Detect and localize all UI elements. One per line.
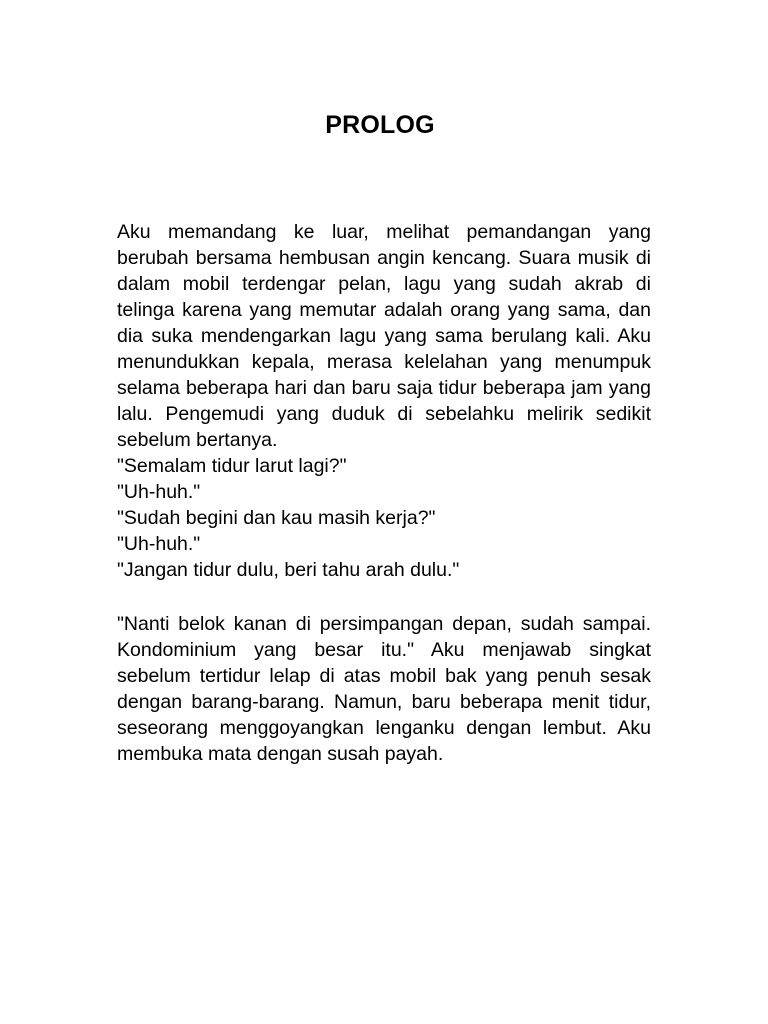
- dialog-line-5: "Jangan tidur dulu, beri tahu arah dulu.": [117, 559, 460, 581]
- page-title: PROLOG: [325, 111, 435, 139]
- paragraph-opening: Aku memandang ke luar, melihat pemandangan yang berubah bersama hembusan angin kencang. Suara musik di dalam mobil terdengar pelan, lagu yang sudah akrab di telinga karena yang memutar adalah orang yang sama, dan dia suka mendengarkan lagu yang sama berulang kali. Aku menundukkan kepala, merasa kelelahan yang menumpuk selama beberapa hari dan baru saja tidur beberapa jam yang lalu. Pengemudi yang duduk di sebelahku melirik sedikit sebelum bertanya.: [117, 221, 651, 451]
- dialog-line-3: "Sudah begini dan kau masih kerja?": [117, 507, 436, 529]
- paragraph-closing: "Nanti belok kanan di persimpangan depan, sudah sampai. Kondominium yang besar itu." Aku menjawab singkat sebelum tertidur lelap di atas mobil bak yang penuh sesak dengan barang-barang. Namun, baru beberapa menit tidur, seseorang menggoyangkan lenganku dengan lembut. Aku membuka mata dengan susah payah.: [117, 613, 651, 765]
- body-text: [117, 219, 651, 767]
- dialog-line-1: "Semalam tidur larut lagi?": [117, 455, 347, 477]
- dialog-line-4: "Uh-huh.": [117, 533, 201, 555]
- dialog-line-2: "Uh-huh.": [117, 481, 201, 503]
